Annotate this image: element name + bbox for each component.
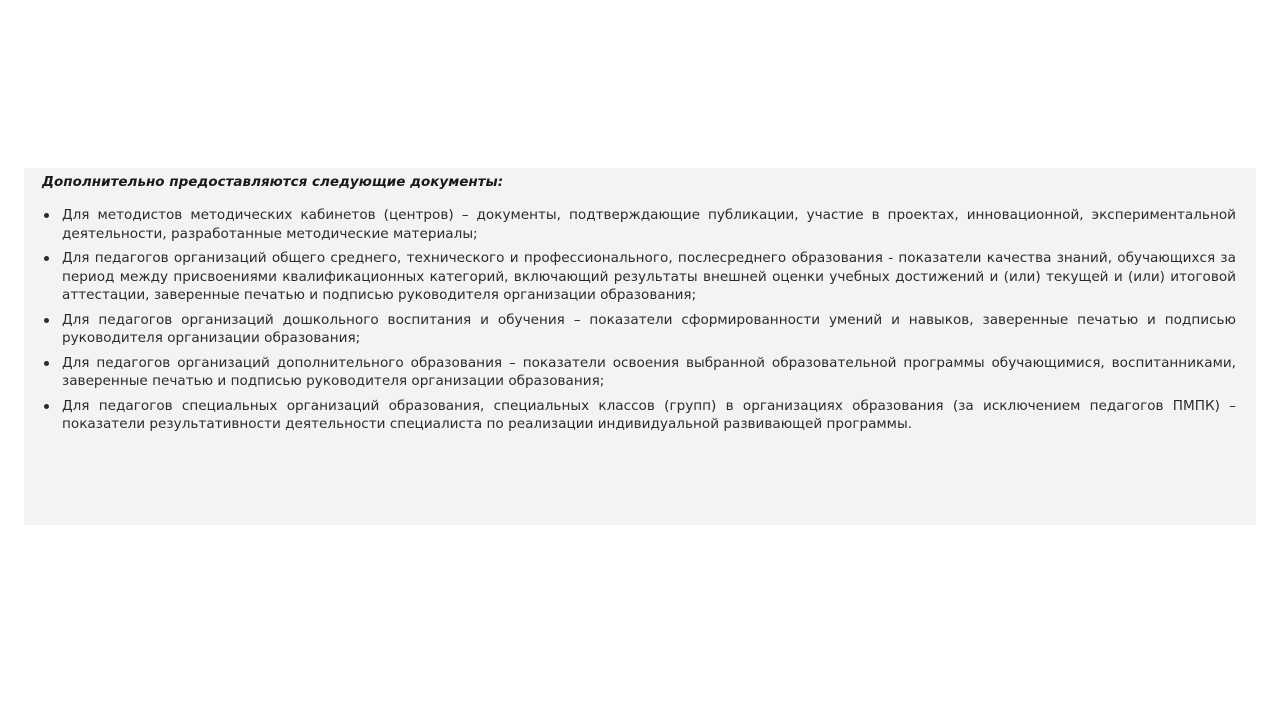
list-item-text: Для педагогов специальных организаций образования, специальных классов (групп) в организациях образования (за исключением педагогов ПМПК) – показатели результативности деятельности специалиста по реализации индивидуальной развивающей программы. [62, 397, 1236, 432]
list-item-text: Для педагогов организаций общего среднего, технического и профессионального, послесреднего образования - показатели качества знаний, обучающихся за период между присвоениями квалификационных категорий, включающий результаты внешней оценки учебных достижений и (или) текущей и (или) итоговой аттестации, заверенные печатью и подписью руководителя организации образования; [62, 250, 1236, 303]
panel-heading: Дополнительно предоставляются следующие документы: [42, 174, 504, 190]
list-item [42, 354, 1236, 391]
bullet-icon [44, 256, 49, 261]
bullet-icon [44, 404, 49, 409]
list-item [42, 397, 1236, 434]
list-item-text: Для методистов методических кабинетов (центров) – документы, подтверждающие публикации, участие в проектах, инновационной, экспериментальной деятельности, разработанные методические материалы; [62, 207, 1236, 242]
bullet-icon [44, 361, 49, 366]
list-item-text: Для педагогов организаций дополнительного образования – показатели освоения выбранной образовательной программы обучающимися, воспитанниками, заверенные печатью и подписью руководителя организации образования; [62, 354, 1236, 389]
bullet-icon [44, 213, 49, 218]
list-item-text: Для педагогов организаций дошкольного воспитания и обучения – показатели сформированности умений и навыков, заверенные печатью и подписью руководителя организации образования; [62, 311, 1236, 346]
list-item [42, 206, 1236, 243]
list-item [42, 311, 1236, 348]
list-item [42, 249, 1236, 305]
bullet-icon [44, 318, 49, 323]
documents-list [42, 206, 1236, 434]
documents-panel [24, 168, 1256, 525]
